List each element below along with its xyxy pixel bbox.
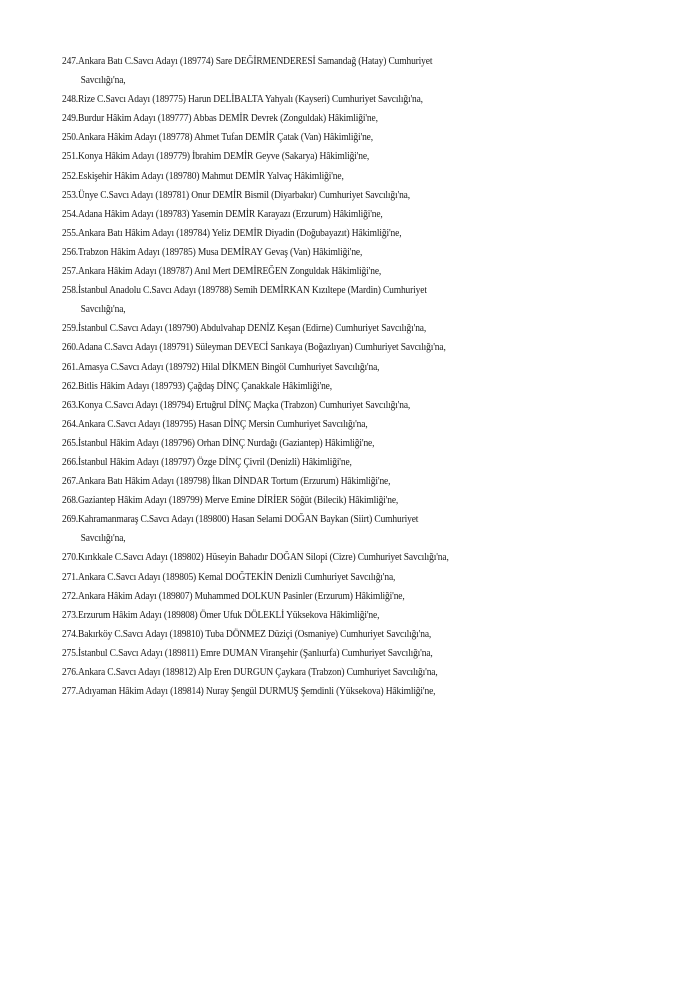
list-item: 254.Adana Hâkim Adayı (189783) Yasemin DEMİR Karayazı (Erzurum) Hâkimliği'ne, — [62, 208, 383, 220]
list-item: 273.Erzurum Hâkim Adayı (189808) Ömer Ufuk DÖLEKLİ Yüksekova Hâkimliği'ne, — [62, 609, 380, 621]
list-item: 268.Gaziantep Hâkim Adayı (189799) Merve Emine DİRİER Söğüt (Bilecik) Hâkimliği'ne, — [62, 495, 399, 507]
list-item: 277.Adıyaman Hâkim Adayı (189814) Nuray Şengül DURMUŞ Şemdinli (Yüksekova) Hâkimliği'ne, — [62, 686, 436, 698]
list-item: 259.İstanbul C.Savcı Adayı (189790) Abdulvahap DENİZ Keşan (Edirne) Cumhuriyet Savcılığı'na, — [62, 323, 427, 335]
list-item: 271.Ankara C.Savcı Adayı (189805) Kemal DOĞTEKİN Denizli Cumhuriyet Savcılığı'na, — [62, 571, 396, 583]
list-item: 255.Ankara Batı Hâkim Adayı (189784) Yeliz DEMİR Diyadin (Doğubayazıt) Hâkimliği'ne, — [62, 227, 402, 239]
list-item: 251.Konya Hâkim Adayı (189779) İbrahim DEMİR Geyve (Sakarya) Hâkimliği'ne, — [62, 151, 370, 163]
list-item: 248.Rize C.Savcı Adayı (189775) Harun DELİBALTA Yahyalı (Kayseri) Cumhuriyet Savcılığı'na, — [62, 94, 423, 106]
list-item: 269.Kahramanmaraş C.Savcı Adayı (189800) Hasan Selami DOĞAN Baykan (Siirt) Cumhuriyet — [62, 514, 419, 526]
list-item: 276.Ankara C.Savcı Adayı (189812) Alp Eren DURGUN Çaykara (Trabzon) Cumhuriyet Savcılığı'na, — [62, 667, 438, 678]
list-item: 262.Bitlis Hâkim Adayı (189793) Çağdaş DİNÇ Çanakkale Hâkimliği'ne, — [62, 380, 332, 392]
appointment-list — [62, 52, 662, 701]
list-item: 267.Ankara Batı Hâkim Adayı (189798) İlkan DİNDAR Tortum (Erzurum) Hâkimliği'ne, — [62, 476, 391, 488]
list-item: 249.Burdur Hâkim Adayı (189777) Abbas DEMİR Devrek (Zonguldak) Hâkimliği'ne, — [62, 113, 378, 125]
list-item: 257.Ankara Hâkim Adayı (189787) Anıl Mert DEMİREĞEN Zonguldak Hâkimliği'ne, — [62, 266, 382, 278]
list-item: 263.Konya C.Savcı Adayı (189794) Ertuğrul DİNÇ Maçka (Trabzon) Cumhuriyet Savcılığı'na, — [62, 399, 411, 411]
list-item: 261.Amasya C.Savcı Adayı (189792) Hilal DİKMEN Bingöl Cumhuriyet Savcılığı'na, — [62, 361, 380, 373]
list-item: 247.Ankara Batı C.Savcı Adayı (189774) Sare DEĞİRMENDERESİ Samandağ (Hatay) Cumhuriyet — [62, 56, 433, 67]
list-item: 265.İstanbul Hâkim Adayı (189796) Orhan DİNÇ Nurdağı (Gaziantep) Hâkimliği'ne, — [62, 437, 375, 449]
list-item: 266.İstanbul Hâkim Adayı (189797) Özge DİNÇ Çivril (Denizli) Hâkimliği'ne, — [62, 456, 352, 468]
list-item: 274.Bakırköy C.Savcı Adayı (189810) Tuba DÖNMEZ Düziçi (Osmaniye) Cumhuriyet Savcılığı'na, — [62, 628, 432, 640]
list-item: 272.Ankara Hâkim Adayı (189807) Muhammed DOLKUN Pasinler (Erzurum) Hâkimliği'ne, — [62, 590, 405, 602]
list-item: 270.Kırıkkale C.Savcı Adayı (189802) Hüseyin Bahadır DOĞAN Silopi (Cizre) Cumhuriyet Savcılığı'na, — [62, 552, 449, 564]
list-item-continuation: Savcılığı'na, — [80, 304, 126, 316]
list-item: 258.İstanbul Anadolu C.Savcı Adayı (189788) Semih DEMİRKAN Kızıltepe (Mardin) Cumhuriyet — [62, 285, 427, 297]
list-item: 275.İstanbul C.Savcı Adayı (189811) Emre DUMAN Viranşehir (Şanlıurfa) Cumhuriyet Savcılığı'na, — [62, 647, 433, 659]
list-item: 260.Adana C.Savcı Adayı (189791) Süleyman DEVECİ Sarıkaya (Boğazlıyan) Cumhuriyet Savcılığı'na, — [62, 342, 446, 354]
list-item: 252.Eskişehir Hâkim Adayı (189780) Mahmut DEMİR Yalvaç Hâkimliği'ne, — [62, 170, 344, 182]
list-item: 250.Ankara Hâkim Adayı (189778) Ahmet Tufan DEMİR Çatak (Van) Hâkimliği'ne, — [62, 132, 373, 144]
list-item: 253.Ünye C.Savcı Adayı (189781) Onur DEMİR Bismil (Diyarbakır) Cumhuriyet Savcılığı'na, — [62, 189, 410, 201]
list-item: 256.Trabzon Hâkim Adayı (189785) Musa DEMİRAY Gevaş (Van) Hâkimliği'ne, — [62, 246, 363, 258]
list-item: 264.Ankara C.Savcı Adayı (189795) Hasan DİNÇ Mersin Cumhuriyet Savcılığı'na, — [62, 418, 368, 430]
list-item-continuation: Savcılığı'na, — [80, 75, 126, 87]
list-item-continuation: Savcılığı'na, — [80, 533, 126, 545]
